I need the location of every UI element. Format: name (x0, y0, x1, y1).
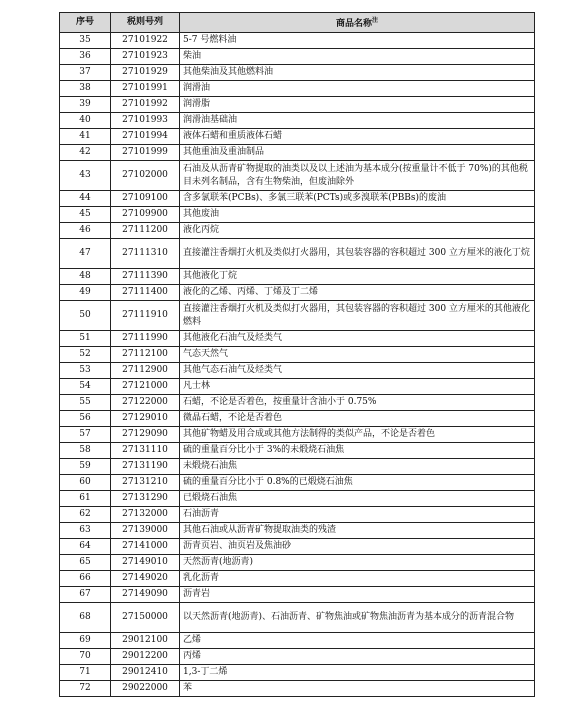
row-index-cell: 70 (60, 649, 111, 665)
table-row (60, 65, 535, 81)
table-row (60, 161, 535, 191)
row-tariff-code-cell: 27149090 (111, 587, 180, 603)
row-product-name-cell: 丙烯 (180, 649, 535, 665)
row-tariff-code-cell: 29022000 (111, 681, 180, 697)
row-tariff-code-cell: 27111990 (111, 331, 180, 347)
row-product-name-cell: 硫的重量百分比小于 0.8%的已煅烧石油焦 (180, 475, 535, 491)
row-product-name-cell: 液化的乙烯、丙烯、丁烯及丁二烯 (180, 285, 535, 301)
table-row (60, 459, 535, 475)
table-row (60, 97, 535, 113)
table-header-row (60, 13, 535, 33)
table-row (60, 285, 535, 301)
row-index-cell: 45 (60, 207, 111, 223)
header-product-name-label: 商品名称 (335, 19, 372, 29)
row-index-cell: 60 (60, 475, 111, 491)
row-tariff-code-cell: 27131210 (111, 475, 180, 491)
table-row (60, 633, 535, 649)
row-index-cell: 47 (60, 239, 111, 269)
row-tariff-code-cell: 27149010 (111, 555, 180, 571)
row-index-cell: 52 (60, 347, 111, 363)
row-index-cell: 59 (60, 459, 111, 475)
row-tariff-code-cell: 27111310 (111, 239, 180, 269)
row-tariff-code-cell: 27129090 (111, 427, 180, 443)
table-row (60, 191, 535, 207)
row-product-name-cell: 其他重油及重油制品 (180, 145, 535, 161)
row-product-name-cell: 气态天然气 (180, 347, 535, 363)
row-product-name-cell: 含多氯联苯(PCBs)、多氯三联苯(PCTs)或多溴联苯(PBBs)的废油 (180, 191, 535, 207)
table-body (60, 33, 535, 697)
row-product-name-cell: 其他柴油及其他燃料油 (180, 65, 535, 81)
row-product-name-cell: 润滑油 (180, 81, 535, 97)
row-index-cell: 44 (60, 191, 111, 207)
row-tariff-code-cell: 27109900 (111, 207, 180, 223)
row-tariff-code-cell: 27131190 (111, 459, 180, 475)
row-index-cell: 53 (60, 363, 111, 379)
row-product-name-cell: 其他石油或从沥青矿物提取油类的残渣 (180, 523, 535, 539)
tariff-table (59, 12, 535, 697)
table-row (60, 571, 535, 587)
table-row (60, 665, 535, 681)
table-row (60, 239, 535, 269)
table-row (60, 207, 535, 223)
row-index-cell: 46 (60, 223, 111, 239)
table-row (60, 223, 535, 239)
row-index-cell: 63 (60, 523, 111, 539)
table-row (60, 145, 535, 161)
row-tariff-code-cell: 29012100 (111, 633, 180, 649)
row-index-cell: 40 (60, 113, 111, 129)
table-row (60, 523, 535, 539)
header-index: 序号 (60, 13, 111, 33)
row-tariff-code-cell: 27111390 (111, 269, 180, 285)
row-index-cell: 56 (60, 411, 111, 427)
table-row (60, 363, 535, 379)
table-row (60, 475, 535, 491)
row-index-cell: 62 (60, 507, 111, 523)
row-tariff-code-cell: 27109100 (111, 191, 180, 207)
row-tariff-code-cell: 27111910 (111, 301, 180, 331)
row-index-cell: 57 (60, 427, 111, 443)
table-row (60, 301, 535, 331)
table-row (60, 603, 535, 633)
row-tariff-code-cell: 27131290 (111, 491, 180, 507)
row-tariff-code-cell: 29012410 (111, 665, 180, 681)
row-index-cell: 68 (60, 603, 111, 633)
table-row (60, 49, 535, 65)
row-index-cell: 38 (60, 81, 111, 97)
row-index-cell: 43 (60, 161, 111, 191)
row-tariff-code-cell: 27101992 (111, 97, 180, 113)
row-tariff-code-cell: 27111400 (111, 285, 180, 301)
row-tariff-code-cell: 27131110 (111, 443, 180, 459)
row-product-name-cell: 柴油 (180, 49, 535, 65)
row-index-cell: 41 (60, 129, 111, 145)
row-index-cell: 61 (60, 491, 111, 507)
row-product-name-cell: 凡士林 (180, 379, 535, 395)
row-tariff-code-cell: 27149020 (111, 571, 180, 587)
table-row (60, 269, 535, 285)
row-product-name-cell: 石蜡，不论是否着色，按重量计含油小于 0.75% (180, 395, 535, 411)
table-row (60, 379, 535, 395)
row-product-name-cell: 未煅烧石油焦 (180, 459, 535, 475)
row-tariff-code-cell: 27102000 (111, 161, 180, 191)
table-row (60, 427, 535, 443)
table-row (60, 347, 535, 363)
row-index-cell: 54 (60, 379, 111, 395)
table-row (60, 129, 535, 145)
header-note-mark: 注 (372, 17, 379, 24)
row-product-name-cell: 润滑油基础油 (180, 113, 535, 129)
row-product-name-cell: 硫的重量百分比小于 3%的未煅烧石油焦 (180, 443, 535, 459)
row-product-name-cell: 乙烯 (180, 633, 535, 649)
row-product-name-cell: 石油及从沥青矿物提取的油类以及以上述油为基本成分(按重量计不低于 70%)的其他税目未列名制品，含有生物柴油，但废油除外 (180, 161, 535, 191)
row-index-cell: 58 (60, 443, 111, 459)
table-row (60, 395, 535, 411)
row-product-name-cell: 其他液化丁烷 (180, 269, 535, 285)
row-index-cell: 36 (60, 49, 111, 65)
row-product-name-cell: 石油沥青 (180, 507, 535, 523)
table-row (60, 491, 535, 507)
row-tariff-code-cell: 27101994 (111, 129, 180, 145)
tariff-table-container (59, 12, 534, 697)
row-tariff-code-cell: 27129010 (111, 411, 180, 427)
row-tariff-code-cell: 27101991 (111, 81, 180, 97)
table-row (60, 681, 535, 697)
row-tariff-code-cell: 27141000 (111, 539, 180, 555)
row-index-cell: 50 (60, 301, 111, 331)
row-tariff-code-cell: 27121000 (111, 379, 180, 395)
row-product-name-cell: 其他气态石油气及烃类气 (180, 363, 535, 379)
row-index-cell: 48 (60, 269, 111, 285)
row-product-name-cell: 1,3-丁二烯 (180, 665, 535, 681)
row-tariff-code-cell: 27112900 (111, 363, 180, 379)
row-index-cell: 65 (60, 555, 111, 571)
header-tariff-code: 税则号列 (111, 13, 180, 33)
row-product-name-cell: 微晶石蜡，不论是否着色 (180, 411, 535, 427)
row-product-name-cell: 以天然沥青(地沥青)、石油沥青、矿物焦油或矿物焦油沥青为基本成分的沥青混合物 (180, 603, 535, 633)
row-tariff-code-cell: 29012200 (111, 649, 180, 665)
table-row (60, 587, 535, 603)
row-tariff-code-cell: 27101999 (111, 145, 180, 161)
row-product-name-cell: 沥青页岩、油页岩及焦油砂 (180, 539, 535, 555)
row-product-name-cell: 沥青岩 (180, 587, 535, 603)
row-index-cell: 35 (60, 33, 111, 49)
row-index-cell: 49 (60, 285, 111, 301)
table-row (60, 411, 535, 427)
row-index-cell: 51 (60, 331, 111, 347)
row-product-name-cell: 天然沥青(地沥青) (180, 555, 535, 571)
row-tariff-code-cell: 27112100 (111, 347, 180, 363)
row-product-name-cell: 液体石蜡和重质液体石蜡 (180, 129, 535, 145)
row-tariff-code-cell: 27101993 (111, 113, 180, 129)
row-product-name-cell: 其他废油 (180, 207, 535, 223)
row-product-name-cell: 润滑脂 (180, 97, 535, 113)
row-product-name-cell: 直接灌注香烟打火机及类似打火器用，其包装容器的容积超过 300 立方厘米的其他液化燃料 (180, 301, 535, 331)
row-index-cell: 37 (60, 65, 111, 81)
row-index-cell: 39 (60, 97, 111, 113)
row-tariff-code-cell: 27132000 (111, 507, 180, 523)
table-row (60, 113, 535, 129)
table-row (60, 649, 535, 665)
row-tariff-code-cell: 27122000 (111, 395, 180, 411)
row-tariff-code-cell: 27111200 (111, 223, 180, 239)
row-product-name-cell: 已煅烧石油焦 (180, 491, 535, 507)
row-product-name-cell: 其他液化石油气及烃类气 (180, 331, 535, 347)
row-index-cell: 71 (60, 665, 111, 681)
row-index-cell: 55 (60, 395, 111, 411)
row-index-cell: 66 (60, 571, 111, 587)
row-index-cell: 72 (60, 681, 111, 697)
row-index-cell: 69 (60, 633, 111, 649)
row-product-name-cell: 乳化沥青 (180, 571, 535, 587)
row-product-name-cell: 液化丙烷 (180, 223, 535, 239)
table-row (60, 81, 535, 97)
row-index-cell: 67 (60, 587, 111, 603)
row-product-name-cell: 5-7 号燃料油 (180, 33, 535, 49)
table-row (60, 33, 535, 49)
row-product-name-cell: 其他矿物蜡及用合成或其他方法制得的类似产品，不论是否着色 (180, 427, 535, 443)
table-row (60, 539, 535, 555)
row-tariff-code-cell: 27101922 (111, 33, 180, 49)
row-tariff-code-cell: 27101929 (111, 65, 180, 81)
row-index-cell: 42 (60, 145, 111, 161)
row-tariff-code-cell: 27150000 (111, 603, 180, 633)
header-product-name (180, 13, 535, 33)
row-tariff-code-cell: 27101923 (111, 49, 180, 65)
table-row (60, 507, 535, 523)
table-row (60, 443, 535, 459)
row-tariff-code-cell: 27139000 (111, 523, 180, 539)
row-product-name-cell: 直接灌注香烟打火机及类似打火器用，其包装容器的容积超过 300 立方厘米的液化丁烷 (180, 239, 535, 269)
table-row (60, 331, 535, 347)
table-row (60, 555, 535, 571)
row-index-cell: 64 (60, 539, 111, 555)
row-product-name-cell: 苯 (180, 681, 535, 697)
